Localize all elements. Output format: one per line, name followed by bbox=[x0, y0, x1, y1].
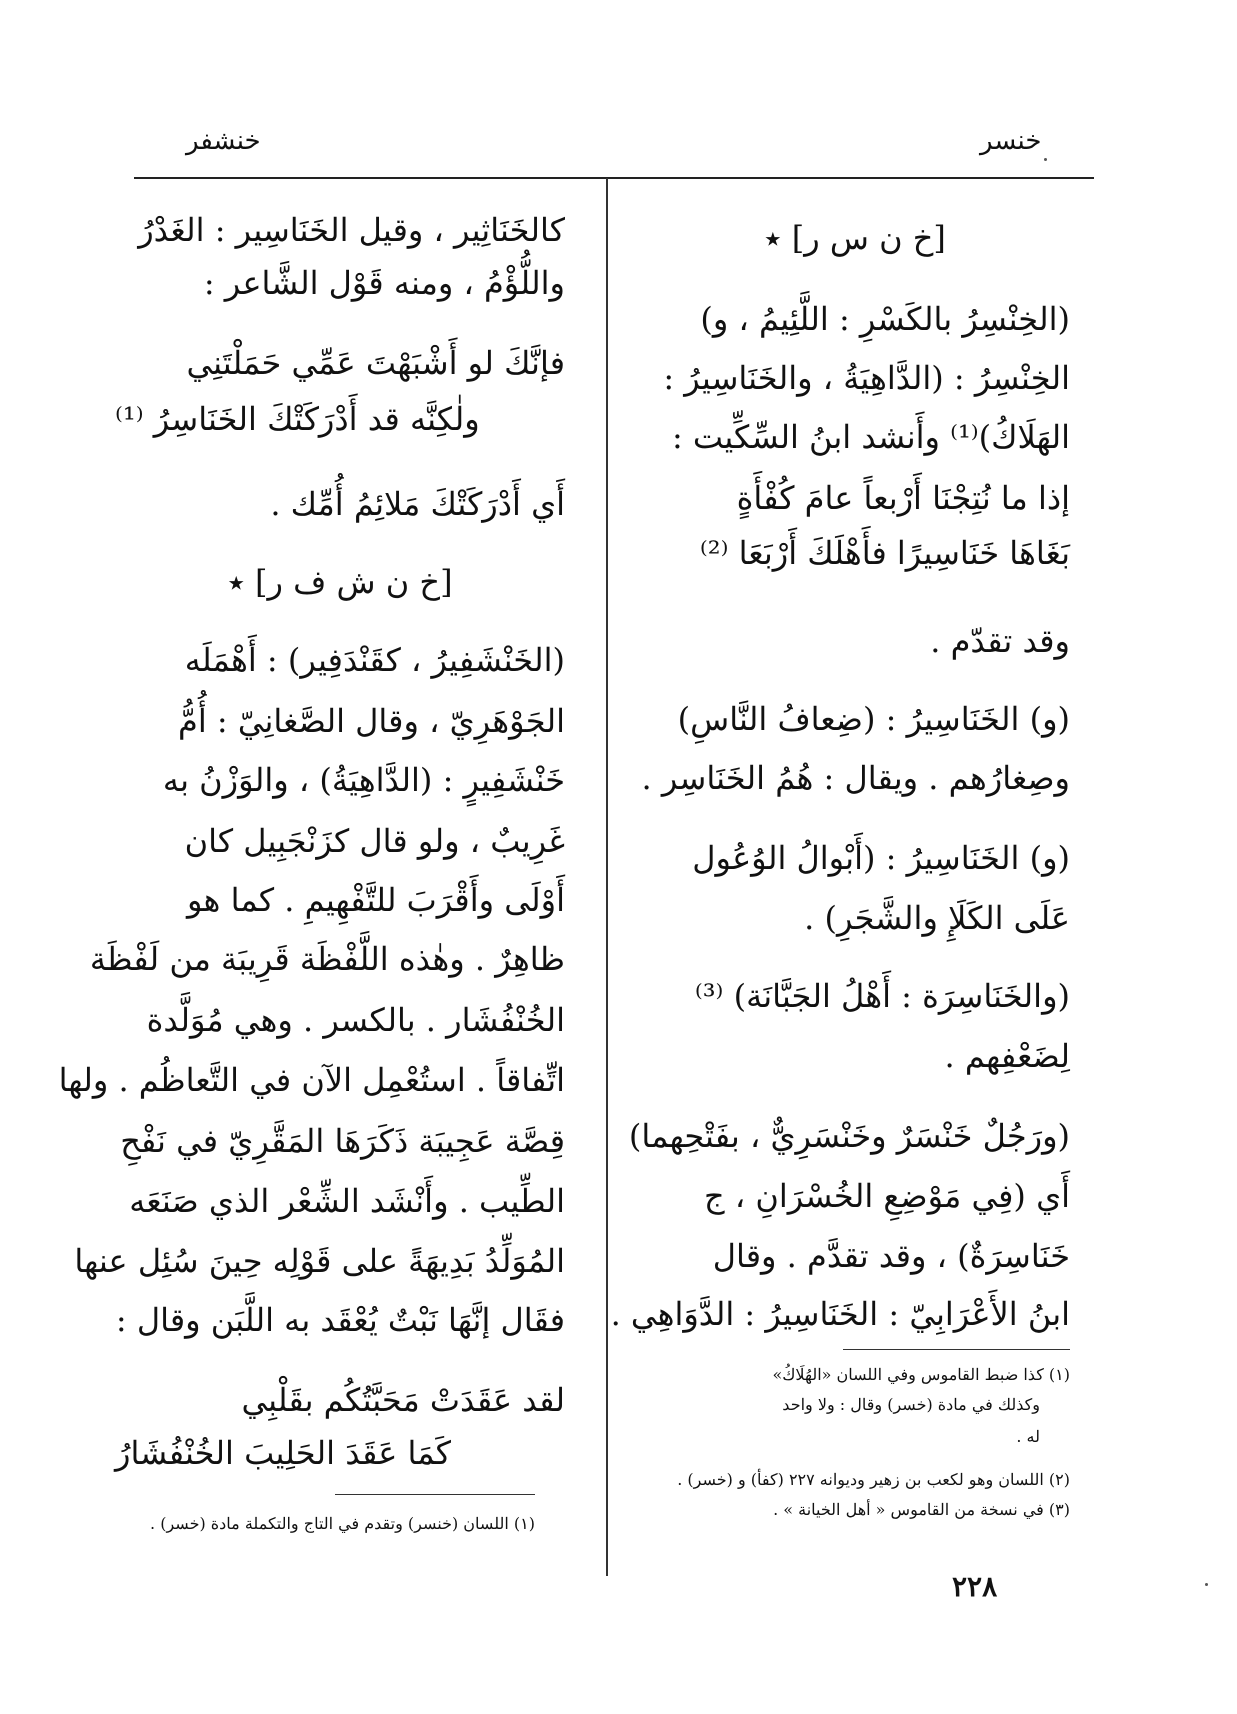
text-line: الهَلَاكُ)⁽¹⁾ وأَنشد ابنُ السِّكِّيت : bbox=[671, 418, 1070, 456]
text-line: (والخَنَاسِرَة : أَهْلُ الجَبَّانَة) ⁽³⁾ bbox=[694, 977, 1070, 1015]
text-line: الجَوْهَرِيّ ، وقال الصَّغانِيّ : أُمُّ bbox=[178, 702, 565, 740]
scan-speck bbox=[1044, 158, 1047, 161]
text-line: كالخَنَاثِير ، وقيل الخَنَاسِير : الغَدْرُ bbox=[138, 211, 565, 249]
text-line: ابنُ الأَعْرَابِيّ : الخَنَاسِيرُ : الدَّوَاهِي . bbox=[610, 1295, 1070, 1333]
running-header-left: خنشفر bbox=[186, 126, 261, 156]
text-line: خَنْشَفِيرٍ : (الدَّاهِيَةُ) ، والوَزْنُ به bbox=[162, 761, 565, 799]
text-line: خَنَاسِرَةٌ) ، وقد تقدَّم . وقال bbox=[712, 1237, 1070, 1275]
footnote: له . bbox=[1016, 1427, 1040, 1446]
scan-speck bbox=[1205, 1583, 1208, 1586]
column-divider bbox=[606, 178, 608, 1576]
page-number: ٢٢٨ bbox=[952, 1570, 998, 1603]
text-line: ظاهِرٌ . وهٰذه اللَّفْظَة قَرِيبَة من لَفْظَة bbox=[89, 940, 565, 978]
text-line: وصِغارُهم . ويقال : هُمُ الخَنَاسِر . bbox=[641, 759, 1070, 797]
text-line: اتِّفاقاً . استُعْمِل الآن في التَّعاظُم . ولها bbox=[58, 1061, 565, 1099]
text-line: (ورَجُلٌ خَنْسَرٌ وخَنْسَرِيٌّ ، بفَتْحِهما) bbox=[628, 1117, 1070, 1155]
footnote: (١) اللسان (خنسر) وتقدم في التاج والتكملة مادة (خسر) . bbox=[150, 1514, 535, 1533]
header-rule bbox=[134, 177, 1094, 179]
verse-line: لقد عَقَدَتْ مَحَبَّتُكُم بقَلْبِي bbox=[241, 1381, 565, 1419]
text-line: واللُّؤْمُ ، ومنه قَوْل الشَّاعر : bbox=[203, 264, 565, 302]
text-line: (الخَنْشَفِيرُ ، كقَنْدَفِير) : أَهْمَلَه bbox=[184, 641, 565, 679]
text-line: غَرِيبٌ ، ولو قال كزَنْجَبِيل كان bbox=[184, 822, 565, 860]
verse-line: فإنَّكَ لو أَشْبَهْتَ عَمِّي حَمَلْتَنِي bbox=[186, 344, 565, 382]
text-line: أَوْلَى وأَقْرَبَ للتَّفْهِيمِ . كما هو bbox=[187, 881, 565, 919]
footnote: (٢) اللسان وهو لكعب بن زهير وديوانه ٢٢٧ (كفأ) و (خسر) . bbox=[677, 1470, 1070, 1489]
running-header-right: خنسر bbox=[980, 126, 1042, 156]
text-line: الخِنْسِرُ : (الدَّاهِيَةُ ، والخَنَاسِيرُ : bbox=[663, 359, 1070, 397]
text-line: لِضَعْفِهم . bbox=[944, 1037, 1070, 1075]
text-line: أَي (فِي مَوْضِعِ الخُسْرَانِ ، ج bbox=[704, 1177, 1070, 1215]
text-line: أَي أَدْرَكَتْكَ مَلائِمُ أُمِّك . bbox=[270, 485, 565, 523]
text-line: الخُنْفُشَار . بالكسر . وهي مُوَلَّدة bbox=[146, 1001, 565, 1039]
entry-heading: [خ ن ش ف ر] ٭ bbox=[227, 563, 453, 601]
verse-line: بَغَاهَا خَنَاسِيرًا فأَهْلَكَ أَرْبَعَا ⁽²⁾ bbox=[699, 534, 1070, 572]
verse-line: كَمَا عَقَدَ الحَلِيبَ الخُنْفُشَارُ bbox=[115, 1434, 451, 1472]
text-line: المُوَلِّدُ بَدِيهَةً على قَوْلِه حِينَ سُئِل عنها bbox=[74, 1242, 565, 1280]
footnote: وكذلك في مادة (خسر) وقال : ولا واحد bbox=[782, 1395, 1040, 1414]
footnote: (٣) في نسخة من القاموس « أهل الخيانة » . bbox=[773, 1500, 1070, 1519]
text-line: عَلَى الكَلَإِ والشَّجَرِ) . bbox=[804, 899, 1070, 937]
text-line: قِصَّة عَجِيبَة ذَكَرَهَا المَقَّرِيّ في نَفْحِ bbox=[120, 1122, 565, 1160]
footnote-rule bbox=[843, 1349, 1070, 1350]
verse-line: إذا ما نُتِجْنَا أَرْبعاً عامَ كُفْأَةٍ bbox=[736, 479, 1070, 517]
entry-heading: [خ ن س ر] ٭ bbox=[764, 219, 946, 257]
text-line: (و) الخَنَاسِيرُ : (ضِعافُ النَّاسِ) bbox=[677, 700, 1070, 738]
text-line: (و) الخَنَاسِيرُ : (أَبْوالُ الوُعُول bbox=[692, 839, 1070, 877]
text-line: (الخِنْسِرُ بالكَسْرِ : اللَّئِيمُ ، و) bbox=[700, 300, 1070, 338]
text-line: الطِّيب . وأَنْشَد الشِّعْر الذي صَنَعَه bbox=[129, 1182, 565, 1220]
footnote: (١) كذا ضبط القاموس وفي اللسان «الهُلَاكُ» bbox=[772, 1365, 1070, 1384]
verse-line: ولٰكِنَّه قد أَدْرَكَتْكَ الخَنَاسِرُ ⁽¹⁾ bbox=[115, 400, 480, 438]
text-line: فقَال إنَّهَا نَبْتٌ يُعْقَد به اللَّبَن وقال : bbox=[115, 1301, 565, 1339]
footnote-rule bbox=[335, 1494, 535, 1495]
text-line: وقد تقدّم . bbox=[930, 622, 1070, 660]
